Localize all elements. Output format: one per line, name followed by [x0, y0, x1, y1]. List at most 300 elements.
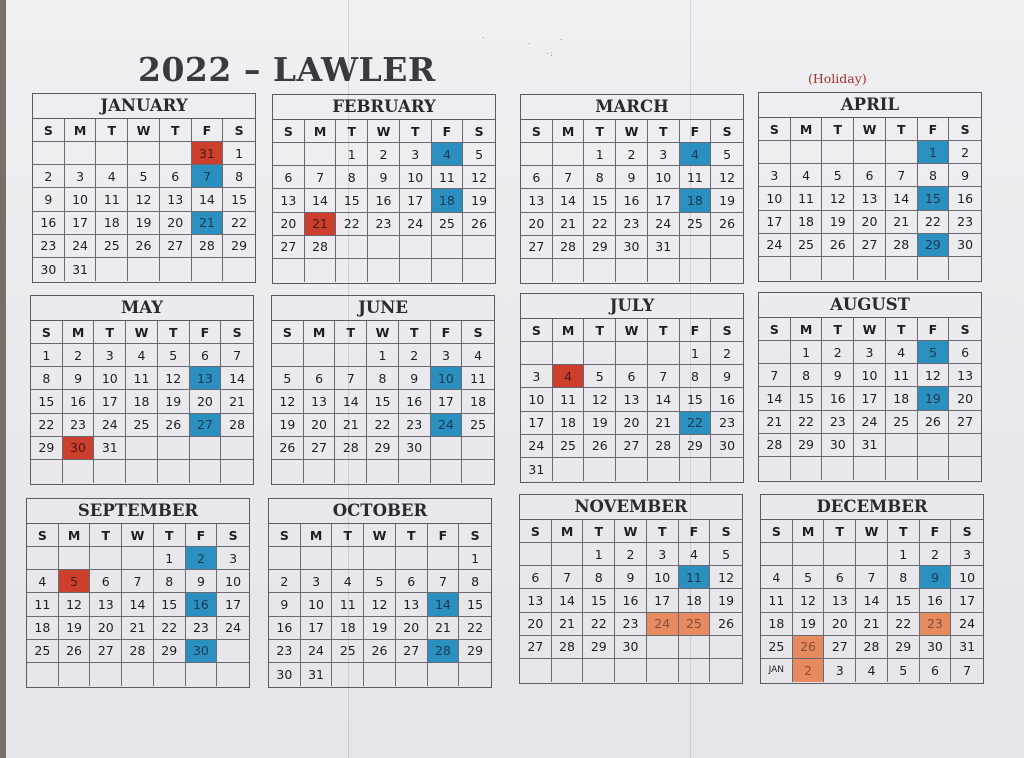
empty-cell	[886, 457, 918, 480]
day-cell: 25	[332, 640, 364, 663]
weekday-header: M	[59, 524, 91, 547]
day-cell: 8	[888, 566, 920, 589]
day-cell: 16	[920, 589, 952, 612]
day-cell: 28	[886, 234, 918, 257]
weekday-header: S	[520, 520, 552, 543]
day-cell: 26	[59, 640, 91, 663]
day-cell: 16	[615, 589, 647, 612]
weekday-header: S	[949, 118, 981, 141]
day-cell: 22	[888, 613, 920, 636]
empty-cell	[364, 663, 396, 686]
empty-cell	[680, 236, 712, 259]
day-cell: 10	[647, 566, 679, 589]
empty-cell	[190, 460, 222, 483]
day-cell: 19	[128, 212, 160, 235]
empty-cell	[759, 257, 791, 280]
day-cell: 1	[583, 543, 615, 566]
empty-cell	[949, 434, 981, 457]
day-cell: 6	[920, 659, 952, 682]
month-grid	[33, 119, 255, 281]
day-cell: 7	[122, 570, 154, 593]
day-cell-holiday: 31	[192, 142, 224, 165]
empty-cell	[336, 259, 368, 282]
day-cell: 18	[553, 412, 585, 435]
day-cell: 10	[648, 166, 680, 189]
day-cell: 27	[520, 636, 552, 659]
day-cell: 1	[223, 142, 255, 165]
empty-cell	[759, 141, 791, 164]
day-cell: 1	[31, 344, 63, 367]
day-cell: 25	[680, 213, 712, 236]
empty-cell	[63, 460, 95, 483]
weekday-header: S	[462, 321, 494, 344]
empty-cell	[520, 543, 552, 566]
day-cell: 4	[27, 570, 59, 593]
empty-cell	[949, 457, 981, 480]
empty-cell	[335, 460, 367, 483]
empty-cell	[90, 663, 122, 686]
day-cell: 20	[854, 211, 886, 234]
day-cell: 12	[822, 187, 854, 210]
empty-cell	[65, 142, 97, 165]
weekday-header: S	[33, 119, 65, 142]
empty-cell	[31, 460, 63, 483]
weekday-header: F	[680, 120, 712, 143]
day-cell: 28	[856, 636, 888, 659]
day-cell: 23	[63, 414, 95, 437]
month-name: NOVEMBER	[520, 495, 742, 520]
month-october	[268, 498, 492, 688]
empty-cell	[158, 460, 190, 483]
day-cell: 18	[126, 390, 158, 413]
day-cell: 1	[680, 342, 712, 365]
empty-cell	[126, 437, 158, 460]
empty-cell	[793, 543, 825, 566]
day-cell: 30	[949, 234, 981, 257]
empty-cell	[332, 547, 364, 570]
weekday-header: S	[463, 120, 495, 143]
month-january	[32, 93, 256, 283]
day-cell: 25	[462, 414, 494, 437]
empty-cell	[122, 547, 154, 570]
day-cell: 23	[615, 613, 647, 636]
day-cell: 6	[521, 166, 553, 189]
day-cell: 17	[521, 412, 553, 435]
day-cell: 31	[521, 458, 553, 481]
day-cell: 24	[65, 235, 97, 258]
month-december	[760, 494, 984, 684]
day-cell: 7	[886, 164, 918, 187]
day-cell: 18	[886, 387, 918, 410]
day-cell-highlight: 21	[192, 212, 224, 235]
day-cell: 13	[520, 589, 552, 612]
day-cell: 10	[854, 364, 886, 387]
day-cell: 1	[584, 143, 616, 166]
weekday-header: T	[90, 524, 122, 547]
day-cell: 1	[154, 547, 186, 570]
day-cell: 29	[223, 235, 255, 258]
day-cell: 26	[158, 414, 190, 437]
day-cell: 3	[217, 547, 249, 570]
day-cell: 21	[221, 390, 253, 413]
page-title: 2022 – LAWLER	[138, 50, 436, 89]
empty-cell	[822, 257, 854, 280]
day-cell: 23	[711, 412, 743, 435]
weekday-header: W	[616, 319, 648, 342]
day-cell: 11	[27, 593, 59, 616]
weekday-header: T	[648, 120, 680, 143]
empty-cell	[221, 437, 253, 460]
day-cell: 27	[396, 640, 428, 663]
day-cell: 27	[824, 636, 856, 659]
day-cell: 7	[553, 166, 585, 189]
day-cell: 20	[190, 390, 222, 413]
day-cell: 30	[33, 258, 65, 281]
day-cell: 16	[269, 617, 301, 640]
day-cell: 14	[886, 187, 918, 210]
day-cell: 5	[158, 344, 190, 367]
empty-cell	[616, 259, 648, 282]
day-cell: 21	[759, 411, 791, 434]
day-cell: 30	[711, 435, 743, 458]
weekday-header: T	[399, 321, 431, 344]
month-grid	[520, 520, 742, 682]
day-cell: 8	[584, 166, 616, 189]
empty-cell	[221, 460, 253, 483]
day-cell: 26	[272, 437, 304, 460]
day-cell: 23	[949, 211, 981, 234]
day-cell: 12	[918, 364, 950, 387]
day-cell-highlight: 16	[186, 593, 218, 616]
day-cell: 2	[616, 143, 648, 166]
day-cell: 16	[711, 388, 743, 411]
empty-cell	[647, 636, 679, 659]
empty-cell	[432, 236, 464, 259]
day-cell: 27	[273, 236, 305, 259]
weekday-header: F	[680, 319, 712, 342]
day-cell: 11	[332, 593, 364, 616]
specks: ·	[482, 34, 485, 42]
weekday-header: W	[367, 321, 399, 344]
day-cell: 14	[192, 188, 224, 211]
day-cell: 13	[824, 589, 856, 612]
weekday-header: T	[96, 119, 128, 142]
day-cell: 2	[63, 344, 95, 367]
weekday-header: S	[949, 318, 981, 341]
day-cell: 10	[94, 367, 126, 390]
weekday-header: M	[305, 120, 337, 143]
empty-cell	[680, 259, 712, 282]
empty-cell	[710, 659, 742, 682]
day-cell: 29	[584, 236, 616, 259]
day-cell: 17	[94, 390, 126, 413]
weekday-header: F	[190, 321, 222, 344]
day-cell: 22	[31, 414, 63, 437]
empty-cell	[160, 258, 192, 281]
month-grid	[27, 524, 249, 686]
empty-cell	[223, 258, 255, 281]
empty-cell	[336, 236, 368, 259]
empty-cell	[96, 142, 128, 165]
day-cell: 23	[822, 411, 854, 434]
month-grid	[521, 120, 743, 282]
day-cell: 24	[759, 234, 791, 257]
day-cell: 8	[918, 164, 950, 187]
empty-cell	[854, 257, 886, 280]
day-cell-holiday: 23	[920, 613, 952, 636]
weekday-header: T	[647, 520, 679, 543]
empty-cell	[584, 342, 616, 365]
day-cell: 16	[616, 189, 648, 212]
day-cell: 26	[364, 640, 396, 663]
month-grid	[269, 524, 491, 686]
day-cell: 26	[822, 234, 854, 257]
day-cell: 17	[431, 390, 463, 413]
day-cell: 3	[824, 659, 856, 682]
empty-cell	[432, 259, 464, 282]
weekday-header: T	[336, 120, 368, 143]
day-cell: 6	[854, 164, 886, 187]
empty-cell	[711, 236, 743, 259]
weekday-header: F	[918, 318, 950, 341]
empty-cell	[918, 434, 950, 457]
day-cell: 5	[128, 165, 160, 188]
weekday-header: T	[400, 120, 432, 143]
day-cell: 24	[400, 213, 432, 236]
day-cell: 9	[269, 593, 301, 616]
weekday-header: S	[27, 524, 59, 547]
weekday-header: M	[552, 520, 584, 543]
day-cell: 17	[648, 189, 680, 212]
day-cell: 5	[710, 543, 742, 566]
day-cell: 25	[432, 213, 464, 236]
day-cell: 6	[520, 566, 552, 589]
day-cell: 31	[301, 663, 333, 686]
weekday-header: S	[31, 321, 63, 344]
day-cell: 5	[584, 365, 616, 388]
day-cell: 29	[791, 434, 823, 457]
weekday-header: M	[301, 524, 333, 547]
day-cell: 21	[428, 617, 460, 640]
day-cell: 14	[553, 189, 585, 212]
day-cell: 23	[399, 414, 431, 437]
day-cell: 20	[824, 613, 856, 636]
empty-cell	[59, 547, 91, 570]
empty-cell	[553, 342, 585, 365]
day-cell-highlight: 14	[428, 593, 460, 616]
day-cell: 11	[462, 367, 494, 390]
day-cell: JAN	[761, 659, 793, 682]
empty-cell	[192, 258, 224, 281]
day-cell: 7	[305, 166, 337, 189]
weekday-header: S	[759, 318, 791, 341]
day-cell-holiday: 5	[59, 570, 91, 593]
day-cell-highlight: 18	[680, 189, 712, 212]
day-cell: 1	[888, 543, 920, 566]
weekday-header: W	[616, 120, 648, 143]
empty-cell	[396, 547, 428, 570]
empty-cell	[431, 437, 463, 460]
day-cell: 11	[791, 187, 823, 210]
empty-cell	[553, 143, 585, 166]
day-cell: 2	[368, 143, 400, 166]
empty-cell	[27, 547, 59, 570]
day-cell: 6	[949, 341, 981, 364]
day-cell: 16	[33, 212, 65, 235]
day-cell: 12	[272, 390, 304, 413]
day-cell: 18	[96, 212, 128, 235]
weekday-header: T	[886, 318, 918, 341]
day-cell: 18	[679, 589, 711, 612]
day-cell: 9	[186, 570, 218, 593]
day-cell: 27	[304, 437, 336, 460]
day-cell: 19	[584, 412, 616, 435]
day-cell: 8	[223, 165, 255, 188]
day-cell: 24	[301, 640, 333, 663]
empty-cell	[761, 543, 793, 566]
day-cell: 19	[822, 211, 854, 234]
day-cell: 1	[791, 341, 823, 364]
day-cell: 11	[761, 589, 793, 612]
day-cell: 23	[186, 617, 218, 640]
day-cell-highlight: 2	[186, 547, 218, 570]
month-name: JANUARY	[33, 94, 255, 119]
day-cell: 21	[856, 613, 888, 636]
empty-cell	[854, 457, 886, 480]
day-cell: 21	[648, 412, 680, 435]
day-cell: 27	[521, 236, 553, 259]
day-cell: 18	[332, 617, 364, 640]
empty-cell	[710, 636, 742, 659]
day-cell-highlight: 29	[918, 234, 950, 257]
day-cell: 19	[793, 613, 825, 636]
day-cell: 7	[428, 570, 460, 593]
day-cell: 28	[553, 236, 585, 259]
day-cell: 26	[128, 235, 160, 258]
day-cell: 6	[273, 166, 305, 189]
empty-cell	[305, 259, 337, 282]
day-cell: 1	[367, 344, 399, 367]
day-cell: 9	[822, 364, 854, 387]
day-cell: 12	[793, 589, 825, 612]
day-cell: 13	[90, 593, 122, 616]
empty-cell	[463, 259, 495, 282]
empty-cell	[59, 663, 91, 686]
day-cell: 30	[616, 236, 648, 259]
day-cell: 4	[791, 164, 823, 187]
day-cell: 7	[221, 344, 253, 367]
day-cell: 17	[400, 189, 432, 212]
weekday-header: T	[94, 321, 126, 344]
empty-cell	[364, 547, 396, 570]
day-cell: 19	[59, 617, 91, 640]
empty-cell	[679, 636, 711, 659]
weekday-header: T	[822, 318, 854, 341]
day-cell: 10	[951, 566, 983, 589]
day-cell: 22	[154, 617, 186, 640]
weekday-header: M	[791, 118, 823, 141]
day-cell: 7	[552, 566, 584, 589]
day-cell: 12	[711, 166, 743, 189]
weekday-header: S	[217, 524, 249, 547]
empty-cell	[616, 458, 648, 481]
day-cell-highlight: 22	[680, 412, 712, 435]
empty-cell	[332, 663, 364, 686]
day-cell-highlight: 18	[432, 189, 464, 212]
empty-cell	[648, 259, 680, 282]
month-grid	[273, 120, 495, 282]
day-cell: 9	[711, 365, 743, 388]
day-cell: 20	[90, 617, 122, 640]
empty-cell	[886, 257, 918, 280]
day-cell: 27	[854, 234, 886, 257]
day-cell: 3	[521, 365, 553, 388]
day-cell: 16	[949, 187, 981, 210]
day-cell: 14	[759, 387, 791, 410]
day-cell: 29	[154, 640, 186, 663]
empty-cell	[854, 141, 886, 164]
month-name: SEPTEMBER	[27, 499, 249, 524]
day-cell: 10	[301, 593, 333, 616]
empty-cell	[791, 257, 823, 280]
day-cell: 19	[463, 189, 495, 212]
empty-cell	[396, 663, 428, 686]
day-cell: 1	[336, 143, 368, 166]
day-cell: 24	[648, 213, 680, 236]
day-cell: 3	[94, 344, 126, 367]
empty-cell	[680, 458, 712, 481]
empty-cell	[759, 457, 791, 480]
day-cell-holiday: 21	[305, 213, 337, 236]
month-name: APRIL	[759, 93, 981, 118]
day-cell: 28	[552, 636, 584, 659]
day-cell: 23	[616, 213, 648, 236]
day-cell: 11	[126, 367, 158, 390]
day-cell: 20	[304, 414, 336, 437]
empty-cell	[521, 259, 553, 282]
weekday-header: S	[269, 524, 301, 547]
month-july	[520, 293, 744, 483]
empty-cell	[791, 141, 823, 164]
day-cell: 4	[886, 341, 918, 364]
empty-cell	[301, 547, 333, 570]
day-cell: 17	[65, 212, 97, 235]
day-cell: 26	[463, 213, 495, 236]
empty-cell	[521, 143, 553, 166]
weekday-header: S	[761, 520, 793, 543]
day-cell: 23	[368, 213, 400, 236]
weekday-header: F	[186, 524, 218, 547]
day-cell: 29	[888, 636, 920, 659]
day-cell-highlight: 1	[918, 141, 950, 164]
day-cell: 18	[791, 211, 823, 234]
day-cell: 28	[648, 435, 680, 458]
empty-cell	[154, 663, 186, 686]
empty-cell	[128, 142, 160, 165]
month-february	[272, 94, 496, 284]
empty-cell	[886, 434, 918, 457]
month-grid	[31, 321, 253, 483]
day-cell: 4	[332, 570, 364, 593]
month-name: FEBRUARY	[273, 95, 495, 120]
day-cell: 27	[616, 435, 648, 458]
day-cell: 14	[221, 367, 253, 390]
day-cell-holiday: 4	[553, 365, 585, 388]
day-cell: 8	[31, 367, 63, 390]
empty-cell	[462, 460, 494, 483]
day-cell: 27	[90, 640, 122, 663]
day-cell: 19	[364, 617, 396, 640]
